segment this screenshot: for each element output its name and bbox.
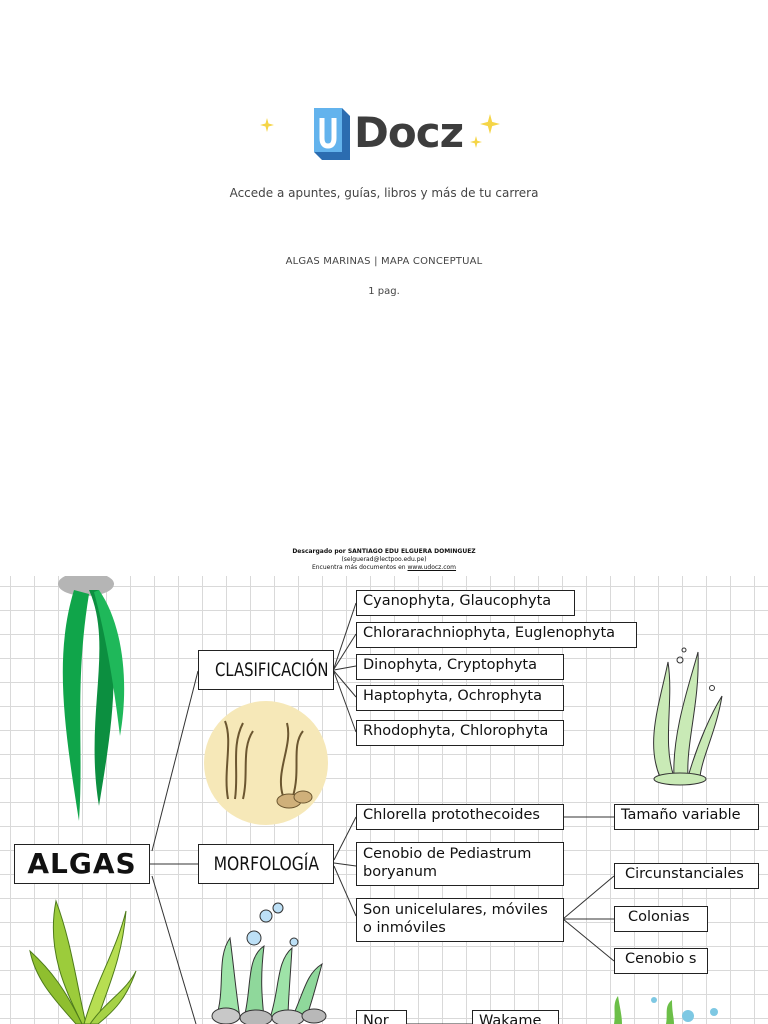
morfologia-node[interactable] [198, 844, 334, 884]
udocz-logo[interactable] [312, 104, 462, 164]
downloader-email: (selguerad@lectpoo.edu.pe) [341, 556, 427, 563]
green-sea-plant-illustration [640, 642, 730, 787]
clasificacion-item-haptophyta[interactable]: Haptophyta, Ochrophyta [356, 685, 564, 711]
concept-map [0, 576, 768, 1024]
morfologia-label: MORFOLOGÍA [213, 853, 319, 875]
clasificacion-label: CLASIFICACIÓN [214, 659, 329, 681]
seaweed-rocks-illustration [206, 898, 330, 1024]
bubbles-plant-illustration [604, 992, 744, 1024]
kelp-bush-illustration [26, 891, 138, 1024]
clasificacion-item-cyanophyta[interactable]: Cyanophyta, Glaucophyta [356, 590, 575, 616]
udocz-logo-icon [312, 104, 352, 162]
unicelulares-detail-circunstanciales[interactable]: Circunstanciales [614, 863, 759, 889]
udocz-link[interactable]: www.udocz.com [407, 564, 457, 571]
unicelulares-detail-cenobios[interactable]: Cenobio s [614, 948, 708, 974]
algae-circle-illustration [203, 701, 329, 825]
clasificacion-item-chlorarachniophyta[interactable]: Chlorarachniophyta, Euglenophyta [356, 622, 637, 648]
bottom-node-wakame[interactable]: Wakame [472, 1010, 559, 1024]
morfologia-item-cenobio[interactable]: Cenobio de Pediastrum boryanum [356, 842, 564, 886]
download-info [0, 548, 768, 572]
chlorella-detail-tamano[interactable]: Tamaño variable [614, 804, 759, 830]
sparkle-icon [470, 136, 482, 148]
page-count: 1 pag. [368, 286, 400, 297]
algas-root-node[interactable] [14, 844, 150, 884]
morfologia-item-chlorella[interactable]: Chlorella protothecoides [356, 804, 564, 830]
tagline: Accede a apuntes, guías, libros y más de tu carrera [229, 186, 539, 200]
logo-text: Docz [354, 108, 464, 157]
algas-root-label: ALGAS [27, 847, 137, 880]
morfologia-item-unicelulares[interactable]: Son unicelulares, móviles o inmóviles [356, 898, 564, 942]
document-title: ALGAS MARINAS | MAPA CONCEPTUAL [285, 256, 483, 267]
clasificacion-item-rhodophyta[interactable]: Rhodophyta, Chlorophyta [356, 720, 564, 746]
seaweed-strand-illustration [44, 576, 134, 826]
bottom-node-nor[interactable]: Nor [356, 1010, 407, 1024]
clasificacion-item-dinophyta[interactable]: Dinophyta, Cryptophyta [356, 654, 564, 680]
more-documents-label: Encuentra más documentos en [311, 564, 406, 571]
clasificacion-node[interactable] [198, 650, 334, 690]
sparkle-icon [480, 114, 500, 134]
downloaded-by: Descargado por SANTIAGO EDU ELGUERA DOMINGUEZ [292, 548, 476, 555]
more-documents [0, 564, 768, 572]
unicelulares-detail-colonias[interactable]: Colonias [614, 906, 708, 932]
sparkle-icon [260, 118, 274, 132]
